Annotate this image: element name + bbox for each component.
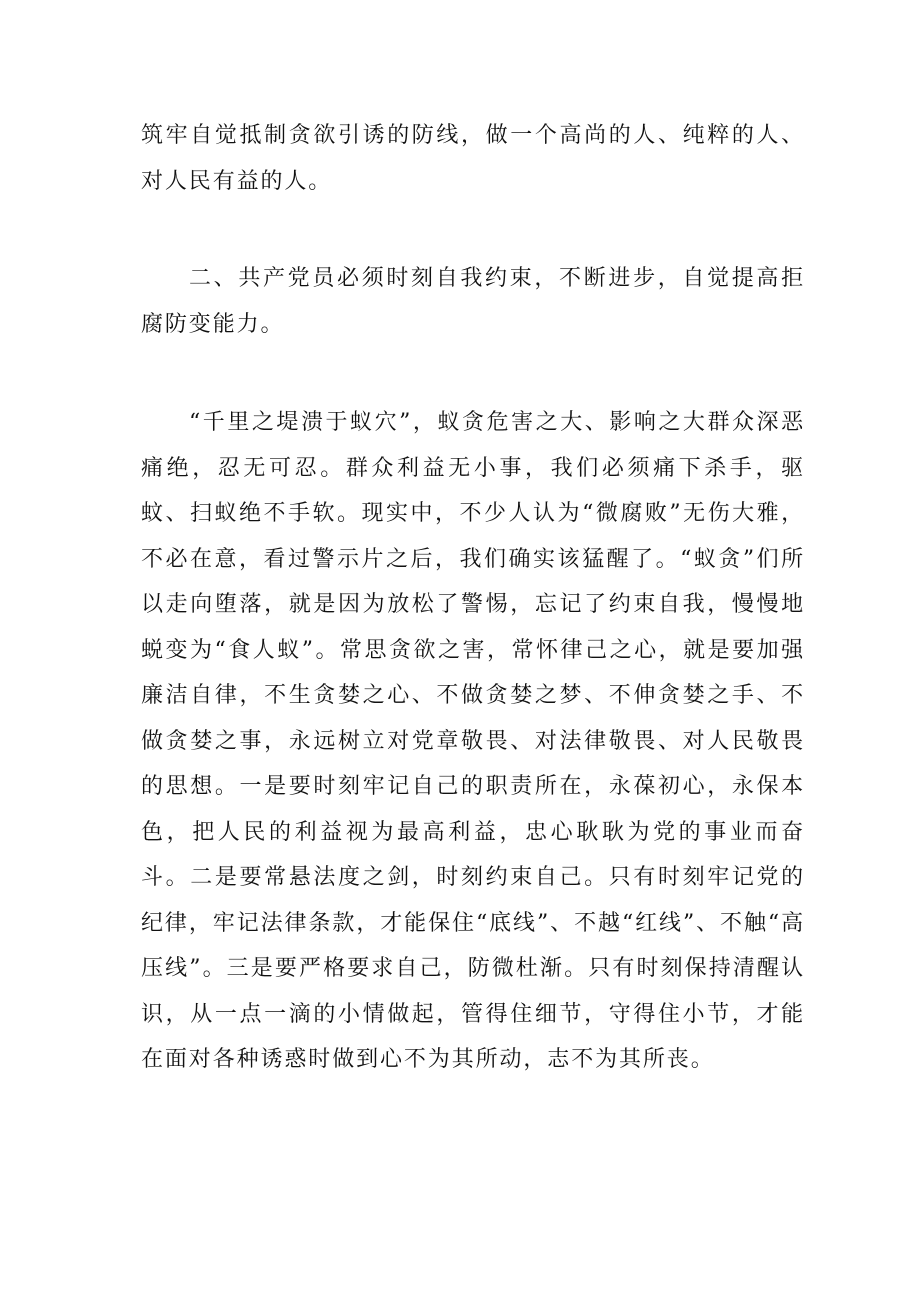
section-heading-two: 二、共产党员必须时刻自我约束，不断进步，自觉提高拒腐防变能力。 [141, 266, 805, 337]
paragraph-body: “千里之堤溃于蚁穴”，蚁贪危害之大、影响之大群众深恶痛绝，忍无可忍。群众利益无小事，我们必须痛下杀手，驱蚊、扫蚁绝不手软。现实中，不少人认为“微腐败”无伤大雅，不必在意，看过警示片之后，我们确实该猛醒了。“蚁贪”们所以走向堕落，就是因为放松了警惕，忘记了约束自我，慢慢地蜕变为“食人蚁”。常思贪欲之害，常怀律己之心，就是要加强廉洁自律，不生贪婪之心、不做贪婪之梦、不伸贪婪之手、不做贪婪之事，永远树立对党章敬畏、对法律敬畏、对人民敬畏的思想。一是要时刻牢记自己的职责所在，永葆初心，永保本色，把人民的利益视为最高利益，忠心耿耿为党的事业而奋斗。二是要常悬法度之剑，时刻约束自己。只有时刻牢记党的纪律，牢记法律条款，才能保住“底线”、不越“红线”、不触“高压线”。三是要严格要求自己，防微杜渐。只有时刻保持清醒认识，从一点一滴的小情做起，管得住细节，守得住小节，才能在面对各种诱惑时做到心不为其所动，志不为其所丧。 [141, 410, 805, 1072]
paragraph-continuation: 筑牢自觉抵制贪欲引诱的防线，做一个高尚的人、纯粹的人、对人民有益的人。 [141, 123, 805, 194]
